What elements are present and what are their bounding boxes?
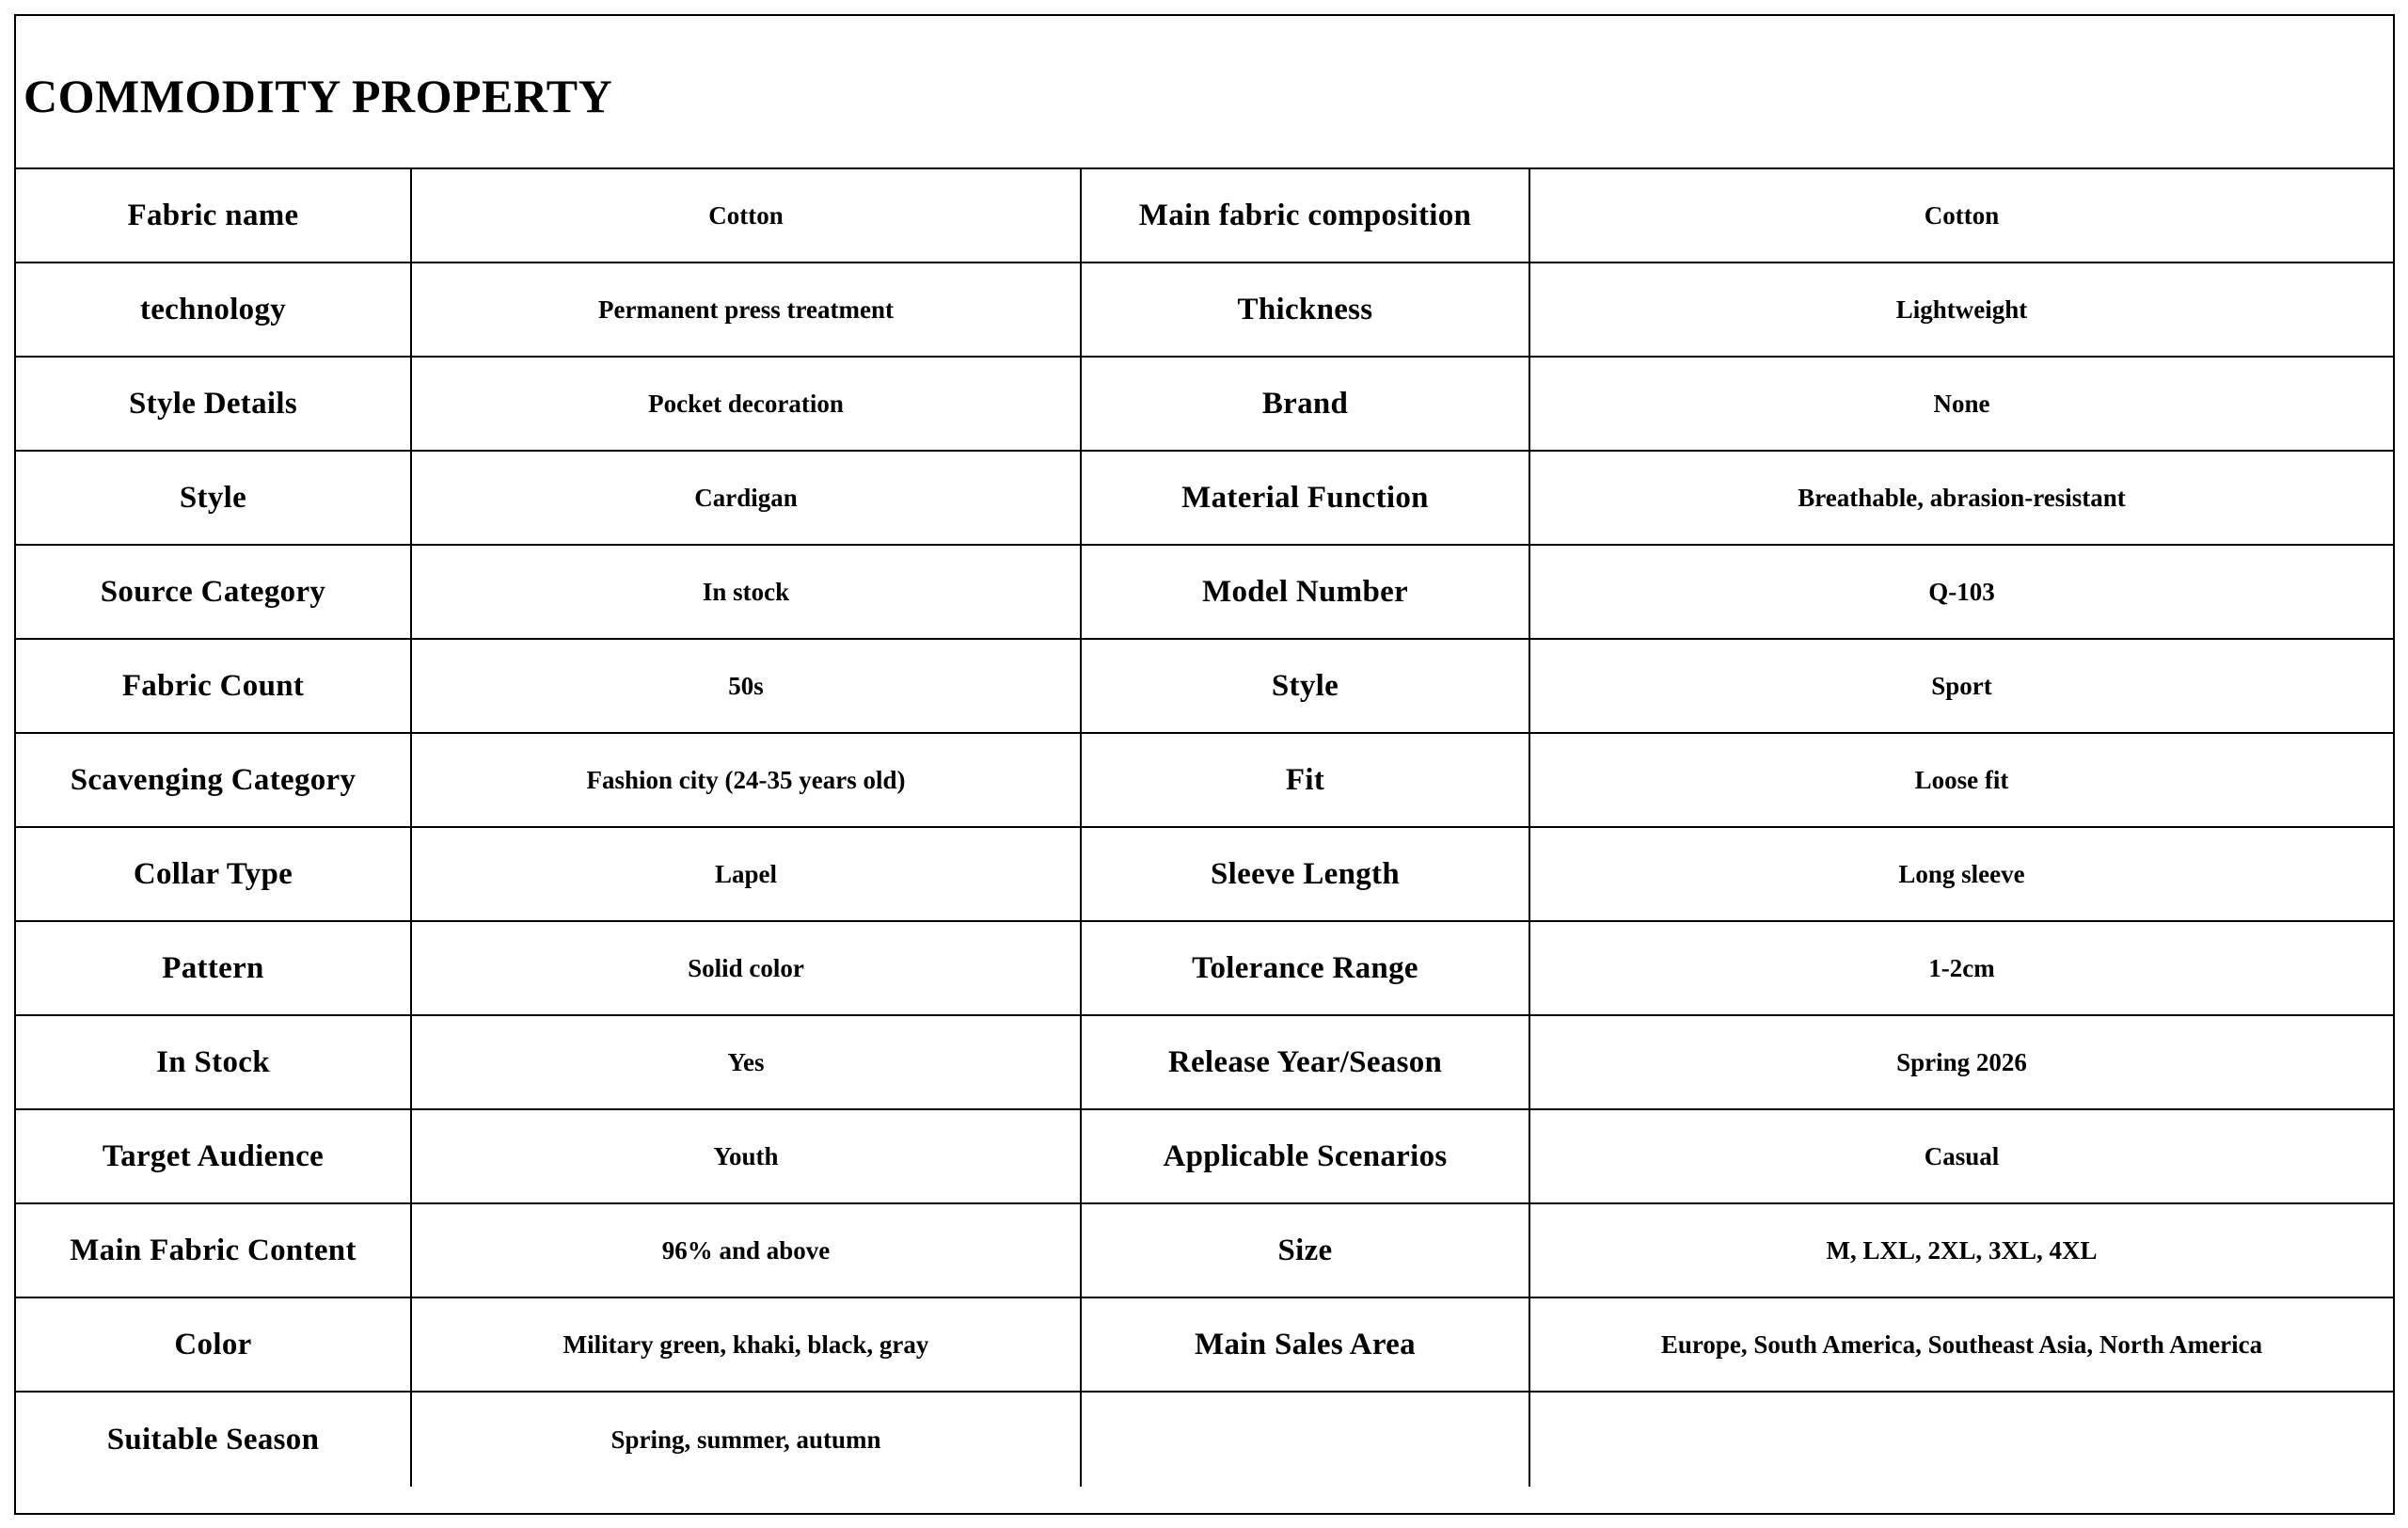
property-label: Model Number bbox=[1081, 545, 1529, 639]
property-table bbox=[16, 169, 2393, 1487]
property-value: Cotton bbox=[411, 169, 1081, 263]
table-row bbox=[16, 1203, 2393, 1297]
table-row bbox=[16, 639, 2393, 733]
property-value: Casual bbox=[1529, 1109, 2393, 1203]
property-label: Scavenging Category bbox=[16, 733, 411, 827]
property-label: Sleeve Length bbox=[1081, 827, 1529, 921]
property-label: Main Sales Area bbox=[1081, 1297, 1529, 1392]
property-label: Material Function bbox=[1081, 451, 1529, 545]
property-label: Style bbox=[1081, 639, 1529, 733]
property-label: Target Audience bbox=[16, 1109, 411, 1203]
property-value: Europe, South America, Southeast Asia, North America bbox=[1529, 1297, 2393, 1392]
property-value: Lapel bbox=[411, 827, 1081, 921]
property-value: Yes bbox=[411, 1015, 1081, 1109]
property-value: Cardigan bbox=[411, 451, 1081, 545]
table-row bbox=[16, 1015, 2393, 1109]
title-bar bbox=[16, 16, 2393, 169]
table-row bbox=[16, 545, 2393, 639]
property-label: technology bbox=[16, 263, 411, 357]
property-value: Breathable, abrasion-resistant bbox=[1529, 451, 2393, 545]
table-row bbox=[16, 921, 2393, 1015]
property-value: Pocket decoration bbox=[411, 357, 1081, 451]
property-value: Lightweight bbox=[1529, 263, 2393, 357]
table-row bbox=[16, 733, 2393, 827]
table-row bbox=[16, 1392, 2393, 1487]
property-label: Source Category bbox=[16, 545, 411, 639]
property-label: Style bbox=[16, 451, 411, 545]
property-value: 1-2cm bbox=[1529, 921, 2393, 1015]
table-row bbox=[16, 263, 2393, 357]
table-row bbox=[16, 1109, 2393, 1203]
property-value: Cotton bbox=[1529, 169, 2393, 263]
property-value: M, LXL, 2XL, 3XL, 4XL bbox=[1529, 1203, 2393, 1297]
property-label: In Stock bbox=[16, 1015, 411, 1109]
property-label: Main fabric composition bbox=[1081, 169, 1529, 263]
property-label: Size bbox=[1081, 1203, 1529, 1297]
property-label: Style Details bbox=[16, 357, 411, 451]
property-value bbox=[1529, 1392, 2393, 1487]
property-label: Brand bbox=[1081, 357, 1529, 451]
commodity-property-sheet bbox=[14, 14, 2395, 1515]
property-label: Collar Type bbox=[16, 827, 411, 921]
property-value: Loose fit bbox=[1529, 733, 2393, 827]
property-label: Applicable Scenarios bbox=[1081, 1109, 1529, 1203]
property-value: In stock bbox=[411, 545, 1081, 639]
property-value: Military green, khaki, black, gray bbox=[411, 1297, 1081, 1392]
property-value: Spring 2026 bbox=[1529, 1015, 2393, 1109]
property-label: Thickness bbox=[1081, 263, 1529, 357]
property-value: Spring, summer, autumn bbox=[411, 1392, 1081, 1487]
table-row bbox=[16, 1297, 2393, 1392]
property-label: Pattern bbox=[16, 921, 411, 1015]
property-value: Fashion city (24-35 years old) bbox=[411, 733, 1081, 827]
property-label: Fabric Count bbox=[16, 639, 411, 733]
property-value: Solid color bbox=[411, 921, 1081, 1015]
table-row bbox=[16, 357, 2393, 451]
property-label: Main Fabric Content bbox=[16, 1203, 411, 1297]
property-label bbox=[1081, 1392, 1529, 1487]
table-row bbox=[16, 451, 2393, 545]
table-row bbox=[16, 169, 2393, 263]
property-label: Fabric name bbox=[16, 169, 411, 263]
property-value: Youth bbox=[411, 1109, 1081, 1203]
property-label: Tolerance Range bbox=[1081, 921, 1529, 1015]
property-value: 50s bbox=[411, 639, 1081, 733]
property-value: None bbox=[1529, 357, 2393, 451]
property-table-body bbox=[16, 169, 2393, 1487]
table-row bbox=[16, 827, 2393, 921]
property-value: Permanent press treatment bbox=[411, 263, 1081, 357]
property-label: Fit bbox=[1081, 733, 1529, 827]
property-label: Suitable Season bbox=[16, 1392, 411, 1487]
property-value: 96% and above bbox=[411, 1203, 1081, 1297]
property-label: Release Year/Season bbox=[1081, 1015, 1529, 1109]
property-label: Color bbox=[16, 1297, 411, 1392]
property-value: Sport bbox=[1529, 639, 2393, 733]
property-value: Q-103 bbox=[1529, 545, 2393, 639]
page-title: COMMODITY PROPERTY bbox=[24, 69, 613, 122]
property-value: Long sleeve bbox=[1529, 827, 2393, 921]
